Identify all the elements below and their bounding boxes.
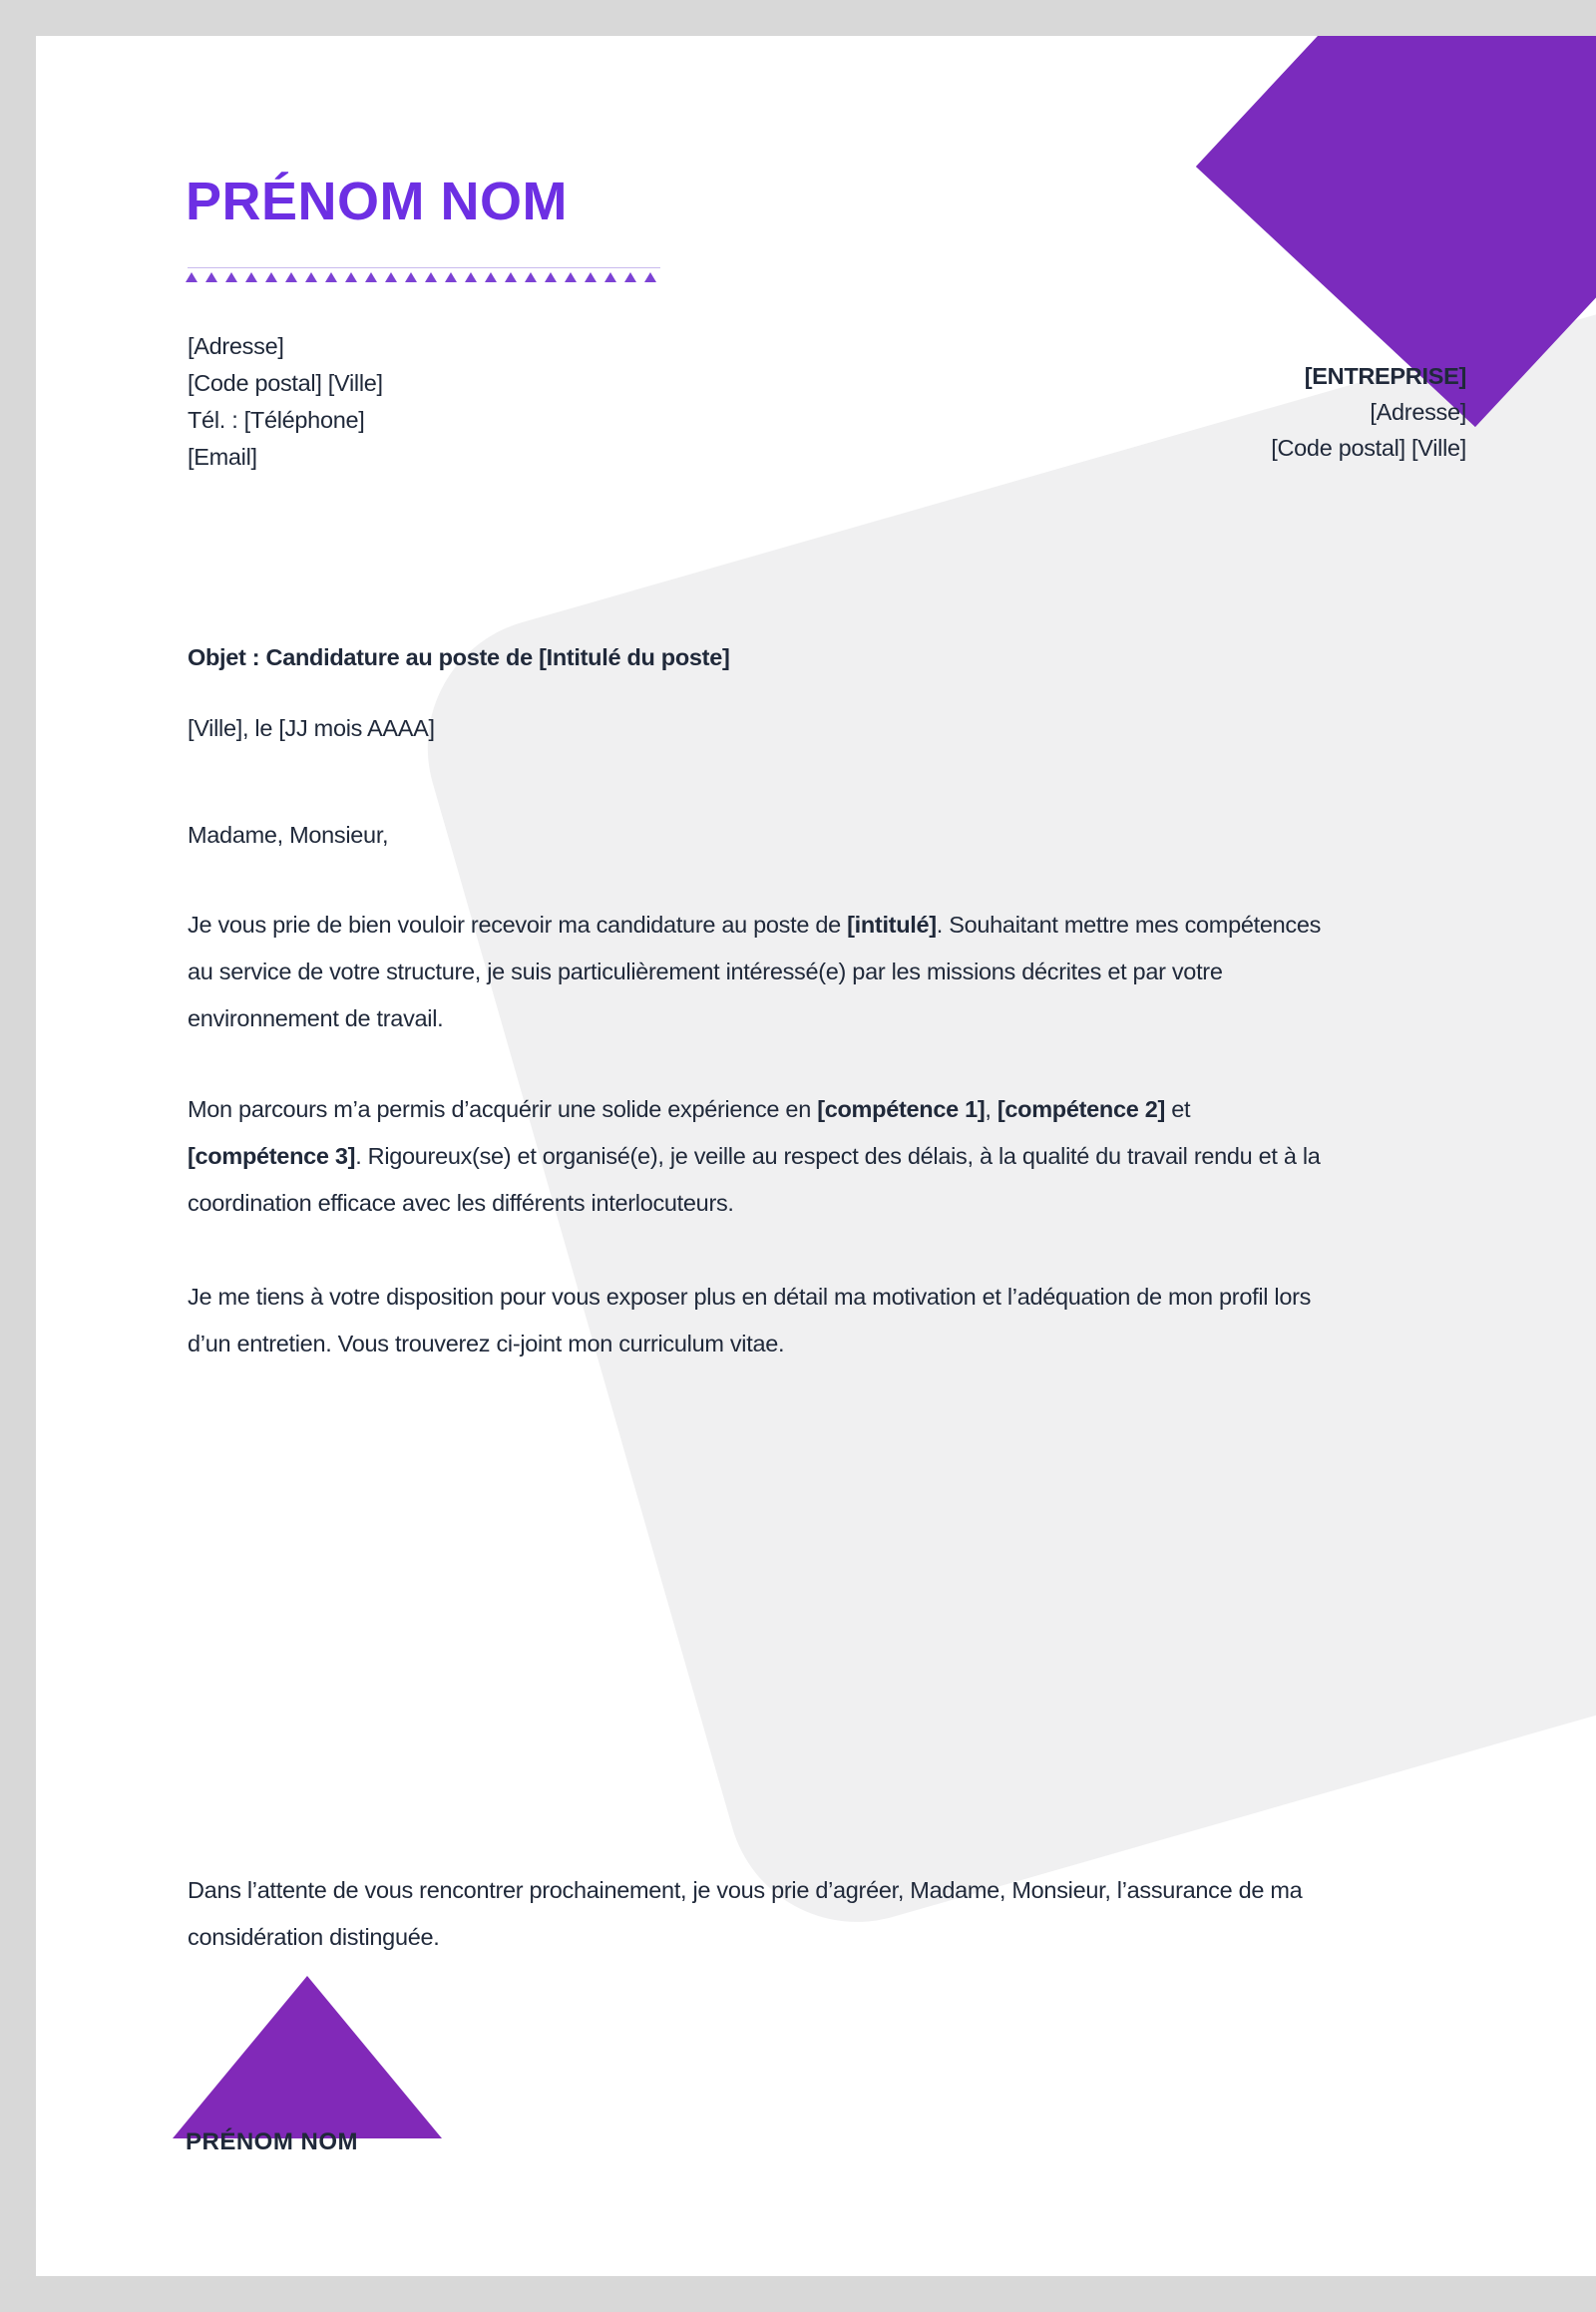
chevron-up-icon xyxy=(405,272,417,282)
sender-address-block xyxy=(188,328,383,476)
text-line xyxy=(188,1321,1311,1367)
placeholder-bold-text: [intitulé] xyxy=(847,912,937,938)
salutation-line xyxy=(188,812,388,859)
text-line xyxy=(188,705,435,752)
text-line xyxy=(188,1274,1311,1321)
letter-page xyxy=(36,36,1596,2276)
letter-text: Je me tiens à votre disposition pour vous exposer plus en détail ma motivation et l’adéquation de mon profil lors xyxy=(188,1284,1312,1310)
chevron-up-icon xyxy=(225,272,237,282)
letter-text: au service de votre structure, je suis particulièrement intéressé(e) par les missions décrites et par votre xyxy=(188,959,1223,984)
letter-text: . Rigoureux(se) et organisé(e), je veille au respect des délais, à la qualité du travail rendu et à la xyxy=(355,1143,1321,1169)
body-paragraph-3 xyxy=(188,1274,1311,1367)
chevron-up-icon xyxy=(325,272,337,282)
text-line xyxy=(188,812,388,859)
text-line xyxy=(188,902,1321,949)
letter-text: coordination efficace avec les différents interlocuteurs. xyxy=(188,1190,734,1216)
text-line xyxy=(188,439,383,476)
chevron-up-icon xyxy=(186,272,198,282)
letter-text: [Email] xyxy=(188,444,257,470)
text-line xyxy=(188,402,383,439)
chevron-up-icon xyxy=(485,272,497,282)
text-line xyxy=(188,995,1321,1042)
letter-text: environnement de travail. xyxy=(188,1005,444,1031)
recipient-company-block xyxy=(1271,358,1466,466)
letter-text: Madame, Monsieur, xyxy=(188,822,389,848)
text-line xyxy=(188,1086,1321,1133)
letter-text: Tél. : [Téléphone] xyxy=(188,407,365,433)
chevron-up-icon xyxy=(545,272,557,282)
applicant-name-heading: PRÉNOM NOM xyxy=(186,172,568,231)
chevron-up-icon xyxy=(445,272,457,282)
chevron-up-icon xyxy=(585,272,597,282)
letter-text: [Adresse] xyxy=(188,333,284,359)
text-line xyxy=(188,1180,1321,1227)
letter-text: d’un entretien. Vous trouverez ci-joint mon curriculum vitae. xyxy=(188,1331,785,1356)
text-line xyxy=(188,1914,1302,1961)
letter-text: . Souhaitant mettre mes compétences xyxy=(936,912,1322,938)
chevron-up-icon xyxy=(425,272,437,282)
chevron-up-icon xyxy=(385,272,397,282)
placeholder-bold-text: [compétence 3] xyxy=(188,1143,356,1169)
text-line xyxy=(188,328,383,365)
closing-paragraph xyxy=(188,1867,1302,1961)
chevron-up-icon xyxy=(525,272,537,282)
letter-text: considération distinguée. xyxy=(188,1924,440,1950)
date-line xyxy=(188,705,435,752)
chevron-up-icon xyxy=(604,272,616,282)
chevron-up-icon xyxy=(365,272,377,282)
text-line xyxy=(188,949,1321,995)
body-paragraph-1 xyxy=(188,902,1321,1042)
letter-text: , xyxy=(985,1096,998,1122)
chevron-up-icon xyxy=(624,272,636,282)
text-line xyxy=(1271,358,1466,394)
chevron-divider-row xyxy=(186,272,656,282)
footer-triangle-shape xyxy=(173,1976,442,2138)
letter-text: Dans l’attente de vous rencontrer prochainement, je vous prie d’agréer, Madame, Monsieur, l’assurance de ma xyxy=(188,1877,1303,1903)
letter-text: Je vous prie de bien vouloir recevoir ma candidature au poste de xyxy=(188,912,848,938)
chevron-up-icon xyxy=(265,272,277,282)
chevron-up-icon xyxy=(205,272,217,282)
letter-text: [Adresse] xyxy=(1370,399,1466,425)
placeholder-bold-text: Objet : Candidature au poste de [Intitulé du poste] xyxy=(188,644,730,670)
placeholder-bold-text: [ENTREPRISE] xyxy=(1304,363,1466,389)
heading-divider-line xyxy=(188,267,660,268)
chevron-up-icon xyxy=(345,272,357,282)
chevron-up-icon xyxy=(305,272,317,282)
letter-text: Mon parcours m’a permis d’acquérir une solide expérience en xyxy=(188,1096,818,1122)
signature-name: PRÉNOM NOM xyxy=(186,2128,358,2155)
body-paragraph-2 xyxy=(188,1086,1321,1227)
chevron-up-icon xyxy=(245,272,257,282)
subject-line xyxy=(188,634,730,681)
text-line xyxy=(188,1133,1321,1180)
placeholder-bold-text: [compétence 2] xyxy=(997,1096,1166,1122)
letter-text: [Ville], le [JJ mois AAAA] xyxy=(188,715,435,741)
letter-text: et xyxy=(1165,1096,1191,1122)
letter-text: [Code postal] [Ville] xyxy=(188,370,383,396)
text-line xyxy=(188,634,730,681)
text-line xyxy=(1271,394,1466,430)
letter-text: [Code postal] [Ville] xyxy=(1271,435,1466,461)
chevron-up-icon xyxy=(465,272,477,282)
chevron-up-icon xyxy=(505,272,517,282)
chevron-up-icon xyxy=(644,272,656,282)
chevron-up-icon xyxy=(285,272,297,282)
text-line xyxy=(1271,430,1466,466)
placeholder-bold-text: [compétence 1] xyxy=(817,1096,986,1122)
text-line xyxy=(188,365,383,402)
chevron-up-icon xyxy=(565,272,577,282)
text-line xyxy=(188,1867,1302,1914)
